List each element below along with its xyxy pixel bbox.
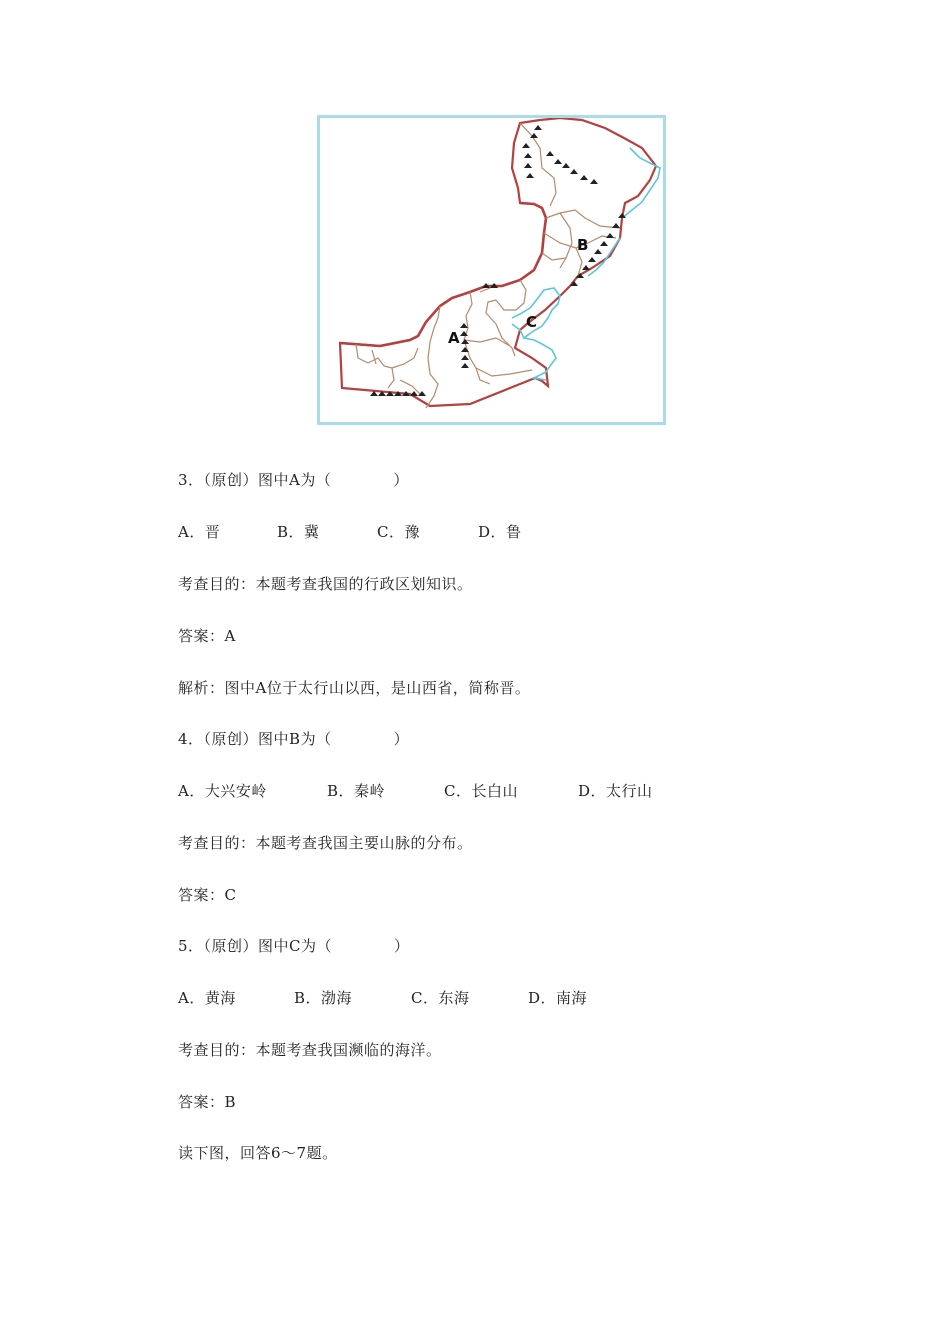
province-lines xyxy=(356,123,620,408)
question-5-option-d: D．南海 xyxy=(528,989,588,1007)
question-3-stem: 3．（原创）图中A为（ ） xyxy=(178,471,409,489)
map-western-boundary xyxy=(340,203,546,346)
mountain-markers xyxy=(370,125,626,396)
question-5-option-a: A．黄海 xyxy=(178,989,236,1007)
question-5-answer: 答案：B xyxy=(178,1093,237,1111)
map-label-c: C xyxy=(526,313,538,331)
question-4-option-d: D．太行山 xyxy=(578,782,653,800)
question-4-options xyxy=(178,781,698,801)
mountain-range-northeast xyxy=(522,125,598,184)
question-5-stem: 5．（原创）图中C为（ ） xyxy=(178,937,410,955)
sea-coastline xyxy=(512,148,660,380)
question-5-purpose: 考查目的：本题考查我国濒临的海洋。 xyxy=(178,1041,442,1059)
next-section-instruction: 读下图，回答6～7题。 xyxy=(178,1144,338,1162)
question-4-option-b: B．秦岭 xyxy=(327,782,386,800)
map-outer-boundary xyxy=(340,118,656,406)
question-4-purpose: 考查目的：本题考查我国主要山脉的分布。 xyxy=(178,834,473,852)
question-5-option-b: B．渤海 xyxy=(294,989,353,1007)
question-3-option-c: C．豫 xyxy=(377,523,420,541)
question-3-option-a: A．晋 xyxy=(178,523,221,541)
map-label-a: A xyxy=(448,329,460,347)
map-label-b: B xyxy=(577,236,589,254)
question-3-option-b: B．冀 xyxy=(277,523,320,541)
question-3-answer: 答案：A xyxy=(178,627,236,645)
question-3-analysis: 解析：图中A位于太行山以西，是山西省，简称晋。 xyxy=(178,679,531,697)
question-3-purpose: 考查目的：本题考查我国的行政区划知识。 xyxy=(178,575,473,593)
map-figure xyxy=(317,115,666,425)
question-3-option-d: D．鲁 xyxy=(478,523,522,541)
north-china-map xyxy=(320,118,663,422)
question-4-answer: 答案：C xyxy=(178,886,237,904)
question-5-option-c: C．东海 xyxy=(411,989,470,1007)
question-5-options xyxy=(178,988,678,1008)
question-3-options xyxy=(178,522,678,542)
question-4-stem: 4．（原创）图中B为（ ） xyxy=(178,730,410,748)
question-4-option-c: C．长白山 xyxy=(444,782,518,800)
question-4-option-a: A．大兴安岭 xyxy=(178,782,267,800)
